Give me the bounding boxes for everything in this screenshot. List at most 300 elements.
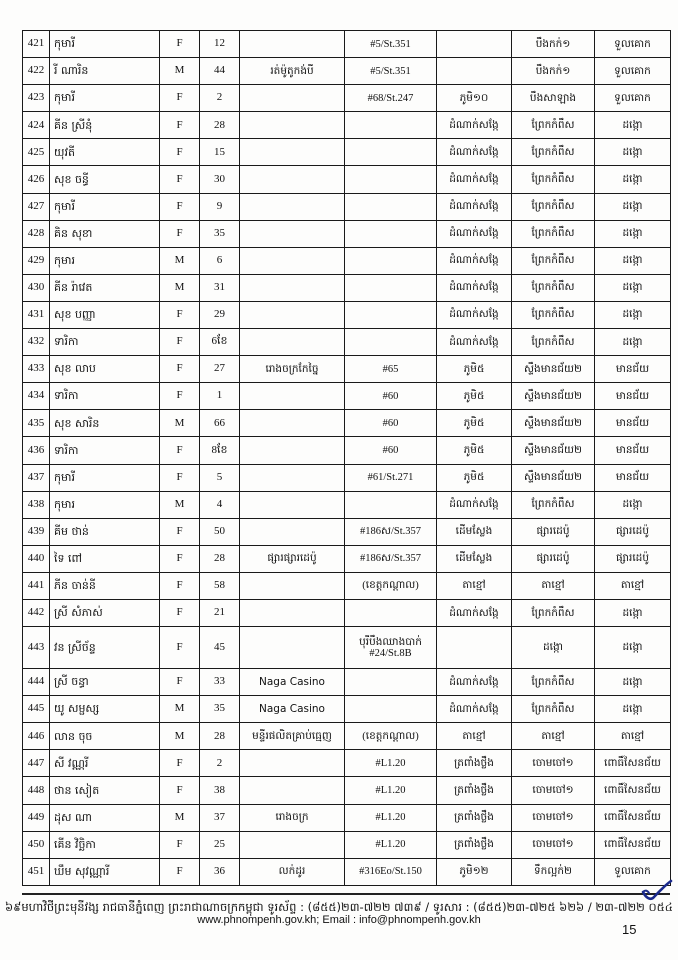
khan-cell: មានជ័យ bbox=[595, 356, 671, 383]
house-address-cell bbox=[345, 112, 437, 139]
workplace-cell bbox=[240, 410, 345, 437]
person-name: សុខ បញ្ញា bbox=[50, 301, 160, 328]
village-cell: ភូមិ៥ bbox=[437, 410, 512, 437]
sex-cell: F bbox=[160, 572, 200, 599]
age-cell: 6ខែ bbox=[200, 329, 240, 356]
age-cell: 2 bbox=[200, 85, 240, 112]
sex-cell: F bbox=[160, 329, 200, 356]
workplace-cell bbox=[240, 750, 345, 777]
village-cell: ត្រពាំងថ្លឹង bbox=[437, 831, 512, 858]
row-number: 441 bbox=[23, 572, 50, 599]
workplace-cell bbox=[240, 383, 345, 410]
khan-cell: តាខ្មៅ bbox=[595, 723, 671, 750]
sex-cell: F bbox=[160, 437, 200, 464]
workplace-cell bbox=[240, 85, 345, 112]
age-cell: 44 bbox=[200, 58, 240, 85]
village-cell: ដំណាក់សង្កែ bbox=[437, 247, 512, 274]
sangkat-cell: ព្រែកកំពឹស bbox=[512, 329, 595, 356]
age-cell: 50 bbox=[200, 518, 240, 545]
workplace-cell bbox=[240, 31, 345, 58]
table-row bbox=[23, 85, 671, 112]
age-cell: 4 bbox=[200, 491, 240, 518]
workplace-cell bbox=[240, 518, 345, 545]
village-cell: ដំណាក់សង្កែ bbox=[437, 274, 512, 301]
village-cell: ដើមស្លែង bbox=[437, 545, 512, 572]
khan-cell: មានជ័យ bbox=[595, 464, 671, 491]
table-row bbox=[23, 220, 671, 247]
age-cell: 36 bbox=[200, 858, 240, 885]
workplace-cell: រោងចក្រ bbox=[240, 804, 345, 831]
workplace-cell bbox=[240, 777, 345, 804]
sangkat-cell: តាខ្មៅ bbox=[512, 723, 595, 750]
row-number: 427 bbox=[23, 193, 50, 220]
khan-cell: ដង្កោ bbox=[595, 491, 671, 518]
house-address-cell: #5/St.351 bbox=[345, 31, 437, 58]
person-name: សុខ សារិន bbox=[50, 410, 160, 437]
age-cell: 27 bbox=[200, 356, 240, 383]
village-cell: ភូមិ៥ bbox=[437, 464, 512, 491]
person-name: សី វណ្ណរី bbox=[50, 750, 160, 777]
person-name: គីន ស្រីនុំ bbox=[50, 112, 160, 139]
village-cell: ដំណាក់សង្កែ bbox=[437, 112, 512, 139]
sex-cell: F bbox=[160, 85, 200, 112]
house-address-cell: #5/St.351 bbox=[345, 58, 437, 85]
sex-cell: M bbox=[160, 274, 200, 301]
workplace-cell: ផ្សារផ្សារដេប៉ូ bbox=[240, 545, 345, 572]
row-number: 448 bbox=[23, 777, 50, 804]
age-cell: 2 bbox=[200, 750, 240, 777]
workplace-cell: រត់ម៉ូតូកង់បី bbox=[240, 58, 345, 85]
house-address-cell bbox=[345, 301, 437, 328]
table-row bbox=[23, 166, 671, 193]
row-number: 451 bbox=[23, 858, 50, 885]
village-cell: ដំណាក់សង្កែ bbox=[437, 491, 512, 518]
person-name: សុខ លាប bbox=[50, 356, 160, 383]
sangkat-cell: ព្រែកកំពឹស bbox=[512, 696, 595, 723]
person-name: សុខ ចន្ធី bbox=[50, 166, 160, 193]
row-number: 425 bbox=[23, 139, 50, 166]
person-name: គើន វិច្ឆិកា bbox=[50, 831, 160, 858]
row-number: 440 bbox=[23, 545, 50, 572]
village-cell: ដំណាក់សង្កែ bbox=[437, 193, 512, 220]
person-name: វន ស្រីច័ន្ទ bbox=[50, 627, 160, 669]
sex-cell: F bbox=[160, 464, 200, 491]
village-cell: ដើមស្លែង bbox=[437, 518, 512, 545]
person-name: ថាន សៀត bbox=[50, 777, 160, 804]
person-name: គិន សុខា bbox=[50, 220, 160, 247]
sex-cell: M bbox=[160, 723, 200, 750]
khan-cell: ផ្សារដេប៉ូ bbox=[595, 545, 671, 572]
sangkat-cell: ស្ទឹងមានជ័យ២ bbox=[512, 410, 595, 437]
person-name: កុមារី bbox=[50, 193, 160, 220]
house-address-cell: #65 bbox=[345, 356, 437, 383]
sangkat-cell: ស្ទឹងមានជ័យ២ bbox=[512, 437, 595, 464]
age-cell: 15 bbox=[200, 139, 240, 166]
sangkat-cell: ព្រែកកំពឹស bbox=[512, 220, 595, 247]
age-cell: 33 bbox=[200, 669, 240, 696]
workplace-cell bbox=[240, 599, 345, 626]
age-cell: 25 bbox=[200, 831, 240, 858]
age-cell: 37 bbox=[200, 804, 240, 831]
house-address-cell: (ខេត្តកណ្ដាល) bbox=[345, 572, 437, 599]
house-address-cell: #68/St.247 bbox=[345, 85, 437, 112]
village-cell bbox=[437, 31, 512, 58]
sangkat-cell: ស្ទឹងមានជ័យ២ bbox=[512, 464, 595, 491]
row-number: 444 bbox=[23, 669, 50, 696]
sangkat-cell: ចោមចៅ១ bbox=[512, 804, 595, 831]
person-name: កុមារ bbox=[50, 491, 160, 518]
footer-divider bbox=[22, 893, 670, 895]
khan-cell: ដង្កោ bbox=[595, 627, 671, 669]
village-cell: ត្រពាំងថ្លឹង bbox=[437, 777, 512, 804]
sex-cell: F bbox=[160, 356, 200, 383]
table-row bbox=[23, 599, 671, 626]
khan-cell: ទួលគោក bbox=[595, 31, 671, 58]
sangkat-cell: ព្រែកកំពឹស bbox=[512, 247, 595, 274]
khan-cell: ពោធិ៍សែនជ័យ bbox=[595, 777, 671, 804]
sex-cell: M bbox=[160, 58, 200, 85]
khan-cell: ពោធិ៍សែនជ័យ bbox=[595, 750, 671, 777]
workplace-cell: លក់ដូរ bbox=[240, 858, 345, 885]
house-address-cell: #60 bbox=[345, 437, 437, 464]
khan-cell: ដង្កោ bbox=[595, 112, 671, 139]
sangkat-cell: ព្រែកកំពឹស bbox=[512, 112, 595, 139]
sangkat-cell: ព្រែកកំពឹស bbox=[512, 166, 595, 193]
table-row bbox=[23, 383, 671, 410]
person-name: គីន រ៉ាវេត bbox=[50, 274, 160, 301]
sangkat-cell: ទឹកល្អក់២ bbox=[512, 858, 595, 885]
house-address-cell bbox=[345, 220, 437, 247]
sex-cell: M bbox=[160, 247, 200, 274]
house-address-cell bbox=[345, 491, 437, 518]
workplace-cell bbox=[240, 193, 345, 220]
age-cell: 8ខែ bbox=[200, 437, 240, 464]
table-row bbox=[23, 58, 671, 85]
sex-cell: F bbox=[160, 599, 200, 626]
house-address-cell: #61/St.271 bbox=[345, 464, 437, 491]
khan-cell: ដង្កោ bbox=[595, 139, 671, 166]
row-number: 430 bbox=[23, 274, 50, 301]
house-address-cell bbox=[345, 139, 437, 166]
age-cell: 21 bbox=[200, 599, 240, 626]
sangkat-cell: ព្រែកកំពឹស bbox=[512, 139, 595, 166]
khan-cell: ពោធិ៍សែនជ័យ bbox=[595, 831, 671, 858]
age-cell: 28 bbox=[200, 112, 240, 139]
village-cell: តាខ្មៅ bbox=[437, 723, 512, 750]
age-cell: 29 bbox=[200, 301, 240, 328]
sangkat-cell: ចោមចៅ១ bbox=[512, 750, 595, 777]
sex-cell: F bbox=[160, 831, 200, 858]
age-cell: 66 bbox=[200, 410, 240, 437]
house-address-cell bbox=[345, 247, 437, 274]
sangkat-cell: ស្ទឹងមានជ័យ២ bbox=[512, 383, 595, 410]
sex-cell: F bbox=[160, 858, 200, 885]
age-cell: 45 bbox=[200, 627, 240, 669]
table-row bbox=[23, 193, 671, 220]
row-number: 432 bbox=[23, 329, 50, 356]
age-cell: 9 bbox=[200, 193, 240, 220]
age-cell: 5 bbox=[200, 464, 240, 491]
row-number: 424 bbox=[23, 112, 50, 139]
sangkat-cell: ព្រែកកំពឹស bbox=[512, 274, 595, 301]
table-row bbox=[23, 545, 671, 572]
sex-cell: F bbox=[160, 750, 200, 777]
sex-cell: F bbox=[160, 518, 200, 545]
village-cell: ដំណាក់សង្កែ bbox=[437, 329, 512, 356]
person-name: ស្រី សំភាស់ bbox=[50, 599, 160, 626]
house-address-cell: #186ស/St.357 bbox=[345, 518, 437, 545]
table-row bbox=[23, 139, 671, 166]
workplace-cell bbox=[240, 329, 345, 356]
sangkat-cell: ផ្សារដេប៉ូ bbox=[512, 518, 595, 545]
workplace-cell: រោងចក្រកែច្នៃ bbox=[240, 356, 345, 383]
table-row bbox=[23, 627, 671, 669]
row-number: 431 bbox=[23, 301, 50, 328]
village-cell: ភូមិ៥ bbox=[437, 383, 512, 410]
sex-cell: F bbox=[160, 139, 200, 166]
page-number: 15 bbox=[622, 922, 637, 937]
house-address-cell bbox=[345, 274, 437, 301]
khan-cell: ដង្កោ bbox=[595, 193, 671, 220]
row-number: 449 bbox=[23, 804, 50, 831]
sex-cell: M bbox=[160, 410, 200, 437]
age-cell: 38 bbox=[200, 777, 240, 804]
sex-cell: M bbox=[160, 804, 200, 831]
register-body bbox=[23, 31, 671, 886]
khan-cell: ដង្កោ bbox=[595, 247, 671, 274]
sex-cell: F bbox=[160, 669, 200, 696]
village-cell: ត្រពាំងថ្លឹង bbox=[437, 804, 512, 831]
person-name: រី ណារិន bbox=[50, 58, 160, 85]
khan-cell: ដង្កោ bbox=[595, 301, 671, 328]
village-cell: ដំណាក់សង្កែ bbox=[437, 220, 512, 247]
table-row bbox=[23, 723, 671, 750]
table-row bbox=[23, 410, 671, 437]
age-cell: 35 bbox=[200, 220, 240, 247]
sangkat-cell: ព្រែកកំពឹស bbox=[512, 669, 595, 696]
sangkat-cell: ស្ទឹងមានជ័យ២ bbox=[512, 356, 595, 383]
workplace-cell bbox=[240, 301, 345, 328]
sangkat-cell: បឹងកក់១ bbox=[512, 58, 595, 85]
khan-cell: ដង្កោ bbox=[595, 220, 671, 247]
sex-cell: M bbox=[160, 491, 200, 518]
khan-cell: មានជ័យ bbox=[595, 383, 671, 410]
person-name: កុមារី bbox=[50, 464, 160, 491]
row-number: 434 bbox=[23, 383, 50, 410]
khan-cell: តាខ្មៅ bbox=[595, 572, 671, 599]
row-number: 437 bbox=[23, 464, 50, 491]
village-cell bbox=[437, 58, 512, 85]
sex-cell: F bbox=[160, 193, 200, 220]
table-row bbox=[23, 858, 671, 885]
workplace-cell bbox=[240, 572, 345, 599]
house-address-cell bbox=[345, 669, 437, 696]
khan-cell: មានជ័យ bbox=[595, 437, 671, 464]
house-address-cell: (ខេត្តកណ្ដាល) bbox=[345, 723, 437, 750]
table-row bbox=[23, 329, 671, 356]
table-row bbox=[23, 247, 671, 274]
sex-cell: F bbox=[160, 31, 200, 58]
row-number: 422 bbox=[23, 58, 50, 85]
row-number: 442 bbox=[23, 599, 50, 626]
person-name: យុវតី bbox=[50, 139, 160, 166]
village-cell: តាខ្មៅ bbox=[437, 572, 512, 599]
age-cell: 28 bbox=[200, 545, 240, 572]
khan-cell: ទួលគោក bbox=[595, 58, 671, 85]
table-row bbox=[23, 112, 671, 139]
workplace-cell bbox=[240, 437, 345, 464]
sangkat-cell: តាខ្មៅ bbox=[512, 572, 595, 599]
workplace-cell: មន្ទីរផលិតគ្រាប់ធ្មេញ bbox=[240, 723, 345, 750]
village-cell bbox=[437, 627, 512, 669]
workplace-cell bbox=[240, 139, 345, 166]
workplace-cell bbox=[240, 220, 345, 247]
age-cell: 28 bbox=[200, 723, 240, 750]
table-row bbox=[23, 464, 671, 491]
person-name: កុមារ bbox=[50, 247, 160, 274]
village-cell: ភូមិ៥ bbox=[437, 437, 512, 464]
person-name: ទារិកា bbox=[50, 329, 160, 356]
house-address-cell: #316Eo/St.150 bbox=[345, 858, 437, 885]
sangkat-cell: ព្រែកកំពឹស bbox=[512, 599, 595, 626]
village-cell: ដំណាក់សង្កែ bbox=[437, 301, 512, 328]
age-cell: 58 bbox=[200, 572, 240, 599]
sex-cell: M bbox=[160, 696, 200, 723]
house-address-cell bbox=[345, 193, 437, 220]
table-row bbox=[23, 669, 671, 696]
sex-cell: F bbox=[160, 301, 200, 328]
sangkat-cell: ព្រែកកំពឹស bbox=[512, 301, 595, 328]
footer-website: www.phnompenh.gov.kh; Email : info@phnompenh.gov.kh bbox=[197, 914, 481, 927]
sangkat-cell: ព្រែកកំពឹស bbox=[512, 491, 595, 518]
row-number: 421 bbox=[23, 31, 50, 58]
workplace-cell: Naga Casino bbox=[240, 696, 345, 723]
house-address-cell: #186ស/St.357 bbox=[345, 545, 437, 572]
table-row bbox=[23, 831, 671, 858]
row-number: 428 bbox=[23, 220, 50, 247]
house-address-cell: #L1.20 bbox=[345, 777, 437, 804]
khan-cell: មានជ័យ bbox=[595, 410, 671, 437]
person-name: ដុស ណា bbox=[50, 804, 160, 831]
sangkat-cell: ចោមចៅ១ bbox=[512, 831, 595, 858]
khan-cell: ដង្កោ bbox=[595, 669, 671, 696]
table-row bbox=[23, 356, 671, 383]
person-name: យូ សម្ផស្ស bbox=[50, 696, 160, 723]
row-number: 436 bbox=[23, 437, 50, 464]
village-cell: ដំណាក់សង្កែ bbox=[437, 166, 512, 193]
row-number: 433 bbox=[23, 356, 50, 383]
age-cell: 1 bbox=[200, 383, 240, 410]
workplace-cell bbox=[240, 491, 345, 518]
khan-cell: ផ្សារដេប៉ូ bbox=[595, 518, 671, 545]
row-number: 447 bbox=[23, 750, 50, 777]
khan-cell: ពោធិ៍សែនជ័យ bbox=[595, 804, 671, 831]
workplace-cell: Naga Casino bbox=[240, 669, 345, 696]
village-cell: ត្រពាំងថ្លឹង bbox=[437, 750, 512, 777]
workplace-cell bbox=[240, 274, 345, 301]
table-row bbox=[23, 696, 671, 723]
table-row bbox=[23, 437, 671, 464]
khan-cell: ដង្កោ bbox=[595, 329, 671, 356]
house-address-cell bbox=[345, 696, 437, 723]
village-cell: ដំណាក់សង្កែ bbox=[437, 139, 512, 166]
workplace-cell bbox=[240, 627, 345, 669]
workplace-cell bbox=[240, 464, 345, 491]
sex-cell: F bbox=[160, 777, 200, 804]
khan-cell: ទួលគោក bbox=[595, 85, 671, 112]
sangkat-cell: បឹងសាឡាង bbox=[512, 85, 595, 112]
sex-cell: F bbox=[160, 220, 200, 247]
table-row bbox=[23, 804, 671, 831]
age-cell: 6 bbox=[200, 247, 240, 274]
table-row bbox=[23, 301, 671, 328]
village-cell: ដំណាក់សង្កែ bbox=[437, 599, 512, 626]
sex-cell: F bbox=[160, 166, 200, 193]
row-number: 423 bbox=[23, 85, 50, 112]
village-cell: ដំណាក់សង្កែ bbox=[437, 669, 512, 696]
table-row bbox=[23, 31, 671, 58]
table-row bbox=[23, 274, 671, 301]
row-number: 438 bbox=[23, 491, 50, 518]
person-name: ទារិកា bbox=[50, 383, 160, 410]
age-cell: 35 bbox=[200, 696, 240, 723]
house-address-cell: #L1.20 bbox=[345, 831, 437, 858]
table-row bbox=[23, 518, 671, 545]
house-address-cell bbox=[345, 599, 437, 626]
person-name: កុមារី bbox=[50, 31, 160, 58]
row-number: 435 bbox=[23, 410, 50, 437]
sangkat-cell: ចោមចៅ១ bbox=[512, 777, 595, 804]
sangkat-cell: ព្រែកកំពឹស bbox=[512, 193, 595, 220]
person-name: កុមារី bbox=[50, 85, 160, 112]
sangkat-cell: ផ្សារដេប៉ូ bbox=[512, 545, 595, 572]
table-row bbox=[23, 491, 671, 518]
person-name: ភីន ចាន់នី bbox=[50, 572, 160, 599]
page-footer bbox=[0, 900, 678, 928]
person-name: គីម ថាន់ bbox=[50, 518, 160, 545]
row-number: 439 bbox=[23, 518, 50, 545]
workplace-cell bbox=[240, 112, 345, 139]
table-row bbox=[23, 750, 671, 777]
sex-cell: F bbox=[160, 112, 200, 139]
person-name: ទៃ ពៅ bbox=[50, 545, 160, 572]
sex-cell: F bbox=[160, 545, 200, 572]
khan-cell: ដង្កោ bbox=[595, 599, 671, 626]
workplace-cell bbox=[240, 831, 345, 858]
sangkat-cell: បឹងកក់១ bbox=[512, 31, 595, 58]
sex-cell: F bbox=[160, 383, 200, 410]
khan-cell: ទួលគោក bbox=[595, 858, 671, 885]
row-number: 445 bbox=[23, 696, 50, 723]
house-address-cell: #L1.20 bbox=[345, 750, 437, 777]
table-row bbox=[23, 572, 671, 599]
khan-cell: ដង្កោ bbox=[595, 166, 671, 193]
footer-address: ៦៩មហាវិថីព្រះមុនីវង្ស រាជធានីភ្នំពេញ ព្រះរាជាណាចក្រកម្ពុជា ទូរស័ព្ទ : (៨៥៥)២៣-៧២២ ៧៣៩ / ទូរសារ : (៨៥៥)២៣-៧២៥ ៦២៦ / ២៣-៧២២ ០៥៤ bbox=[5, 900, 673, 914]
village-cell: ភូមិ១២ bbox=[437, 858, 512, 885]
workplace-cell bbox=[240, 247, 345, 274]
workplace-cell bbox=[240, 166, 345, 193]
sex-cell: F bbox=[160, 627, 200, 669]
table-row bbox=[23, 777, 671, 804]
house-address-cell: #60 bbox=[345, 383, 437, 410]
khan-cell: ដង្កោ bbox=[595, 696, 671, 723]
village-cell: ភូមិ១០ bbox=[437, 85, 512, 112]
house-address-cell: បុរីបឹងឈាងបាក់ #24/St.8B bbox=[345, 627, 437, 669]
person-name: ស្រី ចន្ធា bbox=[50, 669, 160, 696]
house-address-cell: #60 bbox=[345, 410, 437, 437]
age-cell: 31 bbox=[200, 274, 240, 301]
sangkat-cell: ដង្កោ bbox=[512, 627, 595, 669]
